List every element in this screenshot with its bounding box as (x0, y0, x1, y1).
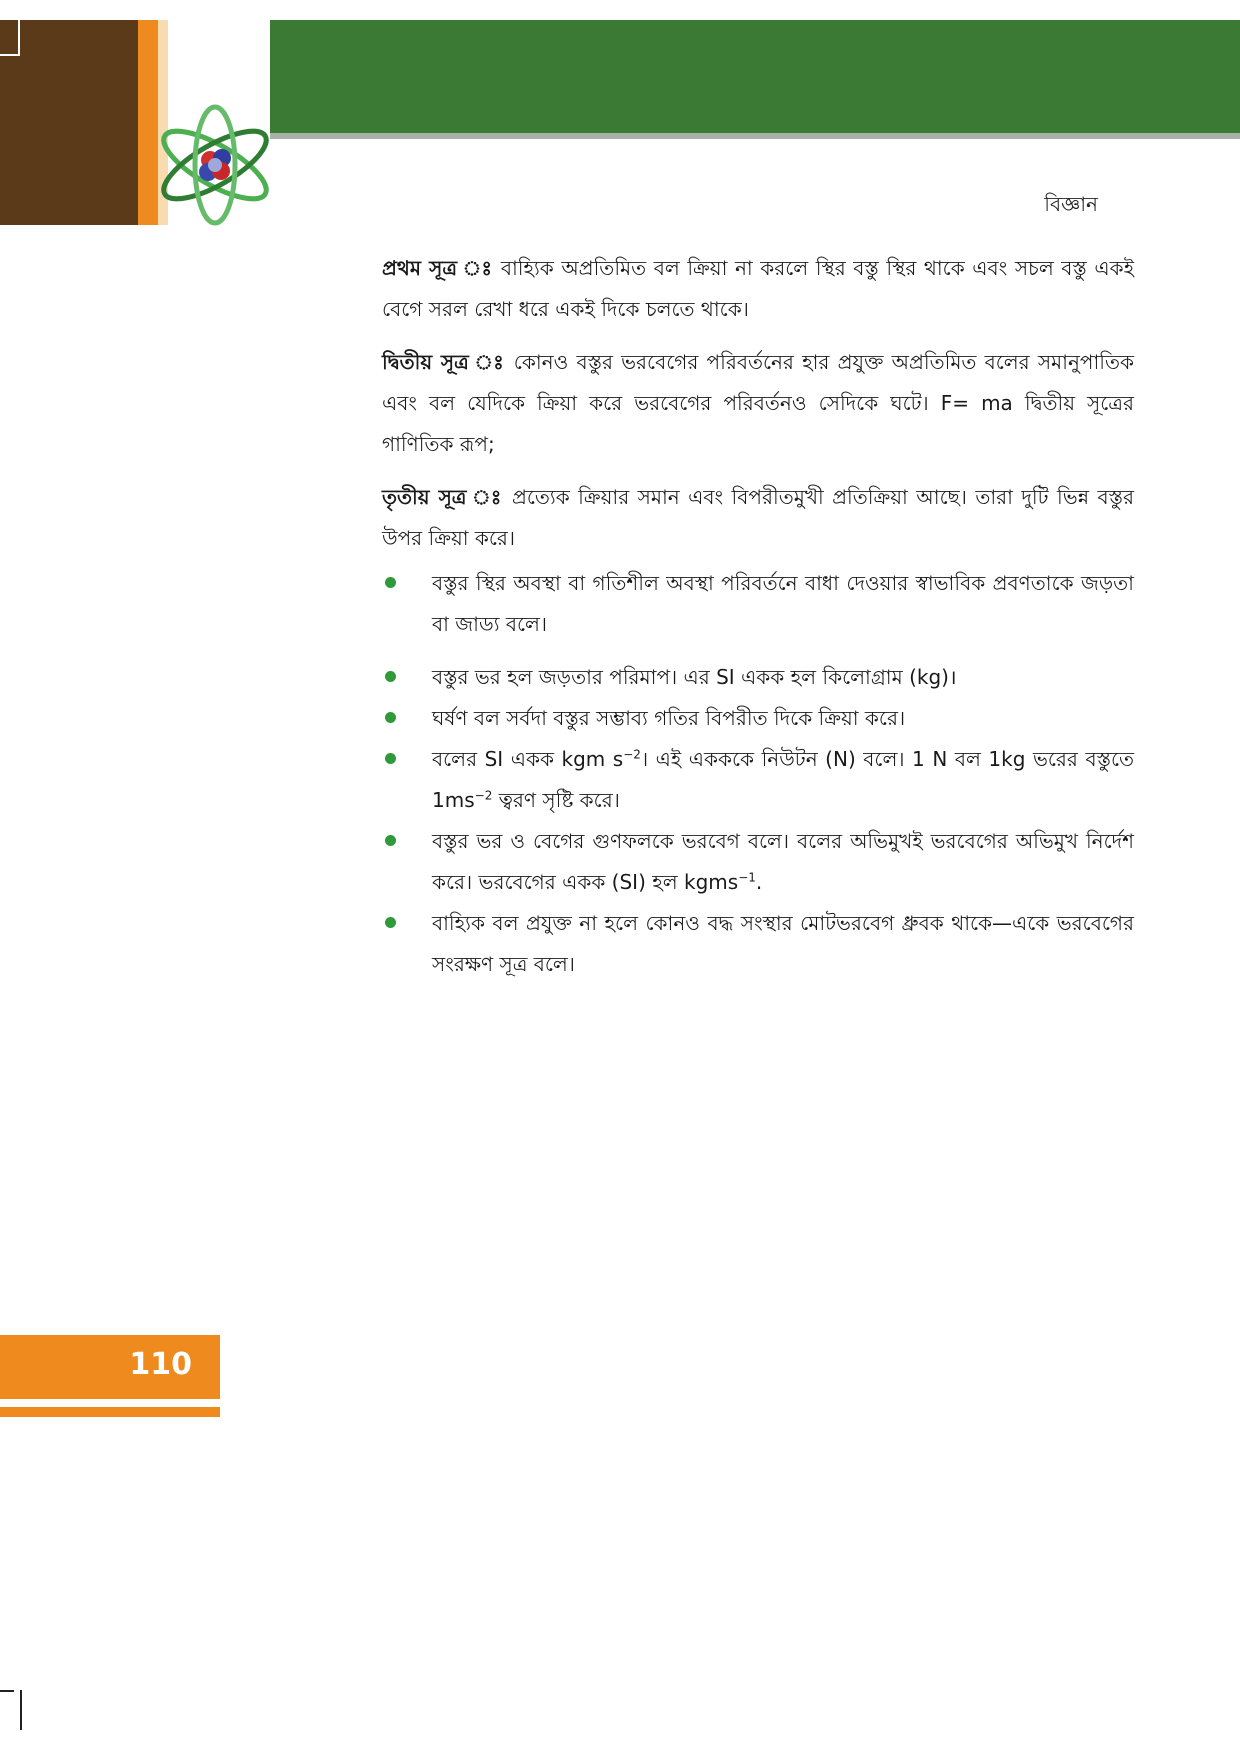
crop-mark (0, 54, 18, 56)
bullet-icon (385, 753, 396, 764)
superscript: −1 (738, 870, 756, 885)
list-item (382, 698, 1134, 739)
law-label: দ্বিতীয় সূত্র ঃ (382, 350, 506, 374)
law-label: প্রথম সূত্র ঃ (382, 256, 494, 280)
header-green-shadow (270, 133, 1240, 139)
law-paragraph-second (382, 342, 1134, 465)
page-header-subject: বিজ্ঞান (1044, 192, 1098, 216)
page-number-tab (0, 1335, 220, 1399)
list-item-text: বাহ্যিক বল প্রযুক্ত না হলে কোনও বদ্ধ সংস্থার মোটভরবেগ ধ্রুবক থাকে—একে ভরবেগের সংরক্ষণ সূত্র বলে। (432, 911, 1134, 976)
bullet-icon (385, 712, 396, 723)
law-paragraph-first (382, 248, 1134, 330)
crop-mark (20, 1690, 22, 1730)
superscript: −2 (474, 788, 493, 803)
list-item (382, 903, 1134, 985)
list-item (382, 821, 1134, 903)
page-number: 110 (129, 1347, 192, 1382)
crop-mark (18, 20, 20, 56)
list-item-text: . (755, 870, 763, 894)
header-brown-block (0, 20, 138, 225)
list-item-text: বস্তুর ভর হল জড়তার পরিমাপ। এর SI একক হল কিলোগ্রাম (kg)। (432, 665, 957, 689)
law-text: বাহ্যিক অপ্রতিমিত বল ক্রিয়া না করলে স্থির বস্তু স্থির থাকে এবং সচল বস্তু একই বেগে সরল রেখা ধরে একই দিকে চলতে থাকে। (382, 256, 1134, 321)
list-item-text: বস্তুর স্থির অবস্থা বা গতিশীল অবস্থা পরিবর্তনে বাধা দেওয়ার স্বাভাবিক প্রবণতাকে জড়তা বা জাড্য বলে। (432, 571, 1134, 636)
list-item-text: ঘর্ষণ বল সর্বদা বস্তুর সম্ভাব্য গতির বিপরীত দিকে ক্রিয়া করে। (432, 706, 906, 730)
law-paragraph-third (382, 477, 1134, 559)
law-text: প্রত্যেক ক্রিয়ার সমান এবং বিপরীতমুখী প্রতিক্রিয়া আছে। তারা দুটি ভিন্ন বস্তুর উপর ক্রিয়া করে। (382, 485, 1134, 550)
list-item-text: বলের SI একক kgm s (432, 747, 624, 771)
header-green-bar (270, 20, 1240, 133)
list-item-text: । এই একককে নিউটন (N) বলে। 1 N বল 1kg ভরের বস্তুতে 1ms (432, 747, 1134, 812)
list-item (382, 563, 1134, 645)
atom-icon (150, 100, 280, 230)
bullet-icon (385, 577, 396, 588)
law-label: তৃতীয় সূত্র ঃ (382, 485, 504, 509)
crop-mark (0, 1690, 14, 1692)
law-text: কোনও বস্তুর ভরবেগের পরিবর্তনের হার প্রযুক্ত অপ্রতিমিত বলের সমানুপাতিক এবং বল যেদিকে ক্রিয়া করে ভরবেগের পরিবর্তনও সেদিকে ঘটে। F= ma দ্বিতীয় সূত্রের গাণিতিক রূপ; (382, 350, 1134, 456)
bullet-icon (385, 835, 396, 846)
superscript: −2 (623, 747, 641, 762)
list-item (382, 657, 1134, 698)
bullet-icon (385, 917, 396, 928)
list-item (382, 739, 1134, 821)
main-content (382, 248, 1134, 985)
page-number-underline (0, 1407, 220, 1417)
list-item-text: বস্তুর ভর ও বেগের গুণফলকে ভরবেগ বলে। বলের অভিমুখই ভরবেগের অভিমুখ নির্দেশ করে। ভরবেগের একক (SI) হল kgms (432, 829, 1134, 894)
summary-list (382, 563, 1134, 985)
bullet-icon (385, 671, 396, 682)
list-item-text: ত্বরণ সৃষ্টি করে। (492, 788, 620, 812)
